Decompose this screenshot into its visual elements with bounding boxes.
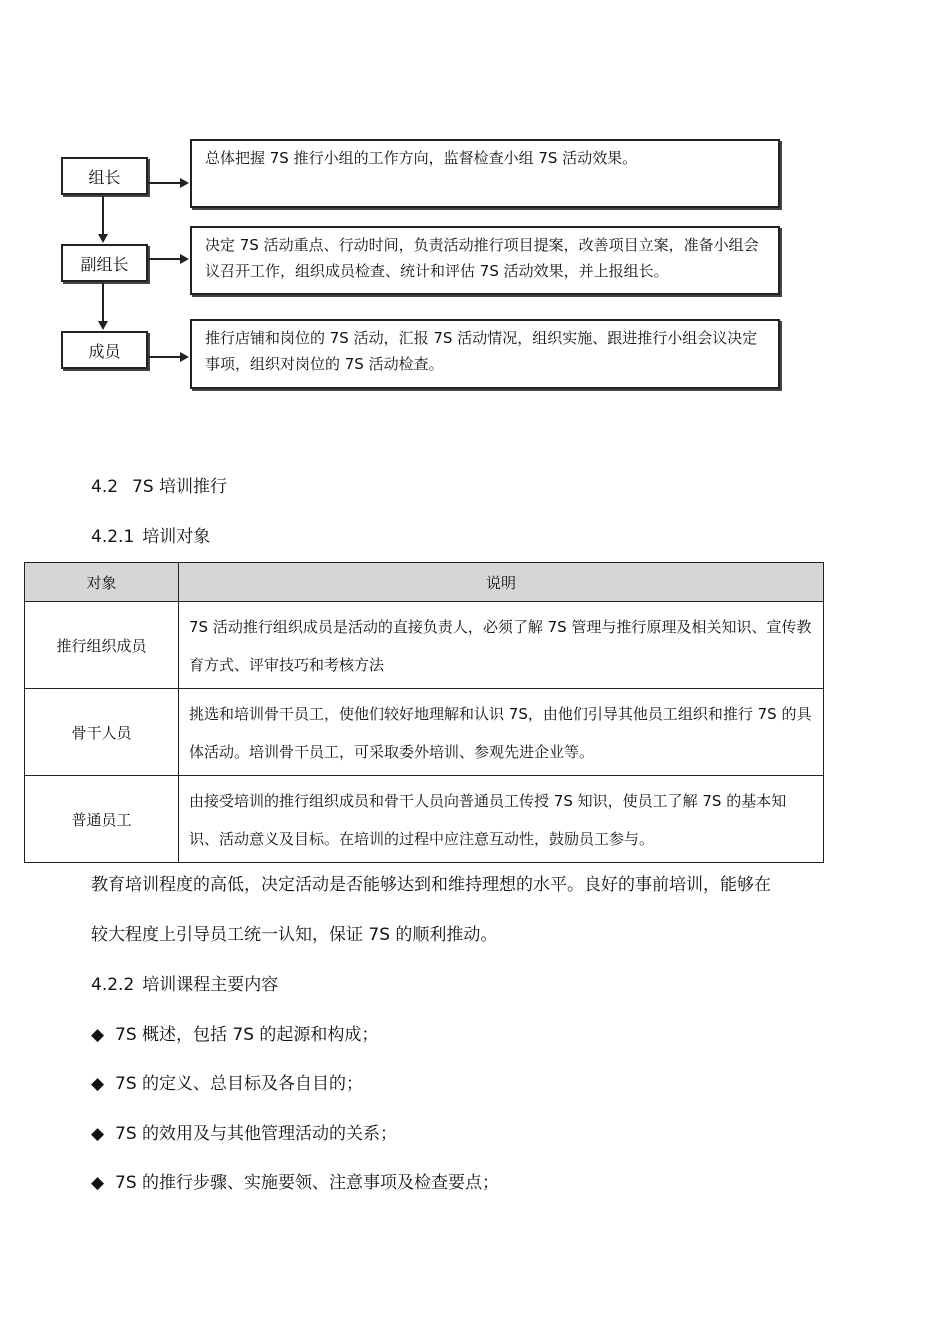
role-description-leader: 总体把握 7S 推行小组的工作方向，监督检查小组 7S 活动效果。 [205,149,638,167]
role-description-box-leader [190,139,780,208]
section-title: 培训课程主要内容 [142,975,279,995]
section-heading-4-2-2 [91,970,278,995]
table-row [25,602,824,689]
table-row [25,689,824,776]
role-description-box-member [190,319,780,389]
role-label-deputy-leader: 副组长 [80,254,129,274]
diamond-bullet-icon: ◆ [91,1124,105,1144]
arrow-down-icon [98,234,108,243]
table-cell-object: 普通员工 [25,776,179,863]
role-description-box-deputy-leader [190,226,780,295]
arrow-right-icon [180,178,189,188]
section-number: 4.2.1 [91,527,135,547]
role-label-member: 成员 [88,341,121,361]
table-cell-object: 骨干人员 [25,689,179,776]
table-row [25,776,824,863]
table-cell-object: 推行组织成员 [25,602,179,689]
diamond-bullet-icon: ◆ [91,1025,105,1045]
arrow-down-icon [98,321,108,330]
arrow-line-member [148,356,180,358]
section-heading-4-2-1 [91,522,210,547]
role-box-member [61,331,148,369]
paragraph-line-1: 教育培训程度的高低，决定活动是否能够达到和维持理想的水平。良好的事前培训，能够在 [91,875,771,895]
list-item-text: 7S 的效用及与其他管理活动的关系； [115,1124,398,1144]
section-heading-4-2 [91,472,227,497]
list-item [91,1168,499,1193]
column-header-description: 说明 [179,563,824,602]
role-box-leader [61,157,148,195]
connector-line-deputy-member [102,283,104,321]
arrow-right-icon [180,254,189,264]
role-label-leader: 组长 [88,167,121,187]
table-cell-description: 由接受培训的推行组织成员和骨干人员向普通员工传授 7S 知识，使员工了解 7S 的基本知识、活动意义及目标。在培训的过程中应注意互动性，鼓励员工参与。 [179,776,824,863]
section-title: 7S 培训推行 [132,477,228,497]
list-item-text: 7S 的定义、总目标及各自目的； [115,1074,364,1094]
arrow-line-leader [148,182,180,184]
role-description-member: 推行店铺和岗位的 7S 活动，汇报 7S 活动情况，组织实施、跟进推行小组会议决定事项，组织对岗位的 7S 活动检查。 [205,329,758,373]
list-item [91,1119,397,1144]
table-cell-description: 7S 活动推行组织成员是活动的直接负责人，必须了解 7S 管理与推行原理及相关知识、宣传教育方式、评审技巧和考核方法 [179,602,824,689]
role-box-deputy-leader [61,244,148,282]
list-item-text: 7S 概述，包括 7S 的起源和构成； [115,1025,379,1045]
training-target-table [24,562,824,863]
table-cell-description: 挑选和培训骨干员工，使他们较好地理解和认识 7S，由他们引导其他员工组织和推行 7S 的具体活动。培训骨干员工，可采取委外培训、参观先进企业等。 [179,689,824,776]
diamond-bullet-icon: ◆ [91,1074,105,1094]
diamond-bullet-icon: ◆ [91,1173,105,1193]
list-item [91,1069,363,1094]
column-header-object: 对象 [25,563,179,602]
list-item [91,1020,378,1045]
list-item-text: 7S 的推行步骤、实施要领、注意事项及检查要点； [115,1173,500,1193]
section-number: 4.2.2 [91,975,135,995]
section-number: 4.2 [91,477,119,497]
table-header-row [25,563,824,602]
connector-line-leader-deputy [102,196,104,234]
arrow-right-icon [180,352,189,362]
paragraph-line-2: 较大程度上引导员工统一认知，保证 7S 的顺利推动。 [91,925,498,945]
role-description-deputy-leader: 决定 7S 活动重点、行动时间，负责活动推行项目提案，改善项目立案，准备小组会议召开工作，组织成员检查、统计和评估 7S 活动效果，并上报组长。 [205,236,759,280]
section-title: 培训对象 [142,527,211,547]
arrow-line-deputy [148,258,180,260]
